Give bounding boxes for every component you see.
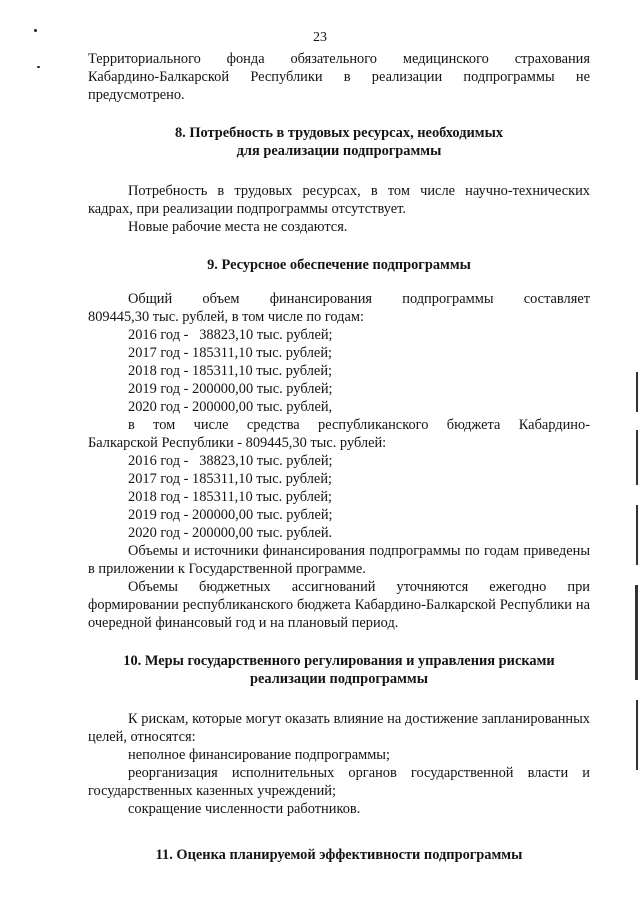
intro-line: Территориального фонда обязательного медицинского страхования [88,51,590,67]
scan-speck [37,66,40,68]
scan-edge-mark [636,505,638,565]
section-9-republic-line: в том числе средства республиканского бюджета Кабардино- [128,417,590,433]
scan-edge-mark [636,372,638,412]
scan-edge-mark [635,585,638,680]
document-body [88,50,590,864]
section-9-volumes-paragraph: Объемы и источники финансирования подпрограммы по годам приведены в приложении к Государственной программе. [88,543,590,577]
intro-line: Кабардино-Балкарской Республики в реализации подпрограммы не [88,69,590,85]
year-item: 2017 год - 185311,10 тыс. рублей; [128,471,333,487]
section-8-paragraph: Потребность в трудовых ресурсах, в том числе научно-технических кадрах, при реализации подпрограммы отсутствует. [88,183,590,217]
year-item: 2018 год - 185311,10 тыс. рублей; [128,363,333,379]
section-10-title: реализации подпрограммы [250,671,428,687]
risk-item: реорганизация исполнительных органов государственной власти и государственных казенных учреждений; [88,765,590,799]
year-item: 2019 год - 200000,00 тыс. рублей; [128,507,333,523]
year-list-total [88,326,590,416]
section-8-title: для реализации подпрограммы [236,143,442,159]
section-9-total-line: 809445,30 тыс. рублей, в том числе по годам: [88,309,364,325]
risk-item: сокращение численности работников. [128,801,361,817]
year-item: 2019 год - 200000,00 тыс. рублей; [128,381,333,397]
section-8-paragraph: Новые рабочие места не создаются. [128,219,348,235]
intro-line: предусмотрено. [88,87,185,103]
risk-item: неполное финансирование подпрограммы; [128,747,390,763]
year-item: 2016 год - 38823,10 тыс. рублей; [128,327,333,343]
section-8-title: 8. Потребность в трудовых ресурсах, необходимых [174,125,504,141]
year-item: 2017 год - 185311,10 тыс. рублей; [128,345,333,361]
intro-paragraph [88,50,590,104]
year-list-republic [88,452,590,542]
section-9 [88,256,590,632]
scan-edge-mark [636,700,638,770]
section-10-intro-paragraph: К рискам, которые могут оказать влияние на достижение запланированных целей, относятся: [88,711,590,745]
section-9-title: 9. Ресурсное обеспечение подпрограммы [207,257,471,273]
year-item: 2018 год - 185311,10 тыс. рублей; [128,489,333,505]
section-11-title: 11. Оценка планируемой эффективности подпрограммы [155,847,523,863]
year-item: 2020 год - 200000,00 тыс. рублей. [128,525,333,541]
section-9-budget-paragraph: Объемы бюджетных ассигнований уточняются ежегодно при формировании республиканского бюджета Кабардино-Балкарской Республики на очередной финансовый год и на плановый период. [88,579,590,631]
section-11 [88,846,590,864]
section-8 [88,124,590,236]
section-10 [88,652,590,818]
section-9-republic-line: Балкарской Республики - 809445,30 тыс. рублей: [88,435,387,451]
year-item: 2020 год - 200000,00 тыс. рублей, [128,399,333,415]
section-10-title: 10. Меры государственного регулирования и управления рисками [123,653,555,669]
scan-edge-mark [636,430,638,485]
page-number: 23 [313,30,327,45]
section-9-total-line: Общий объем финансирования подпрограммы составляет [128,291,590,307]
year-item: 2016 год - 38823,10 тыс. рублей; [128,453,333,469]
